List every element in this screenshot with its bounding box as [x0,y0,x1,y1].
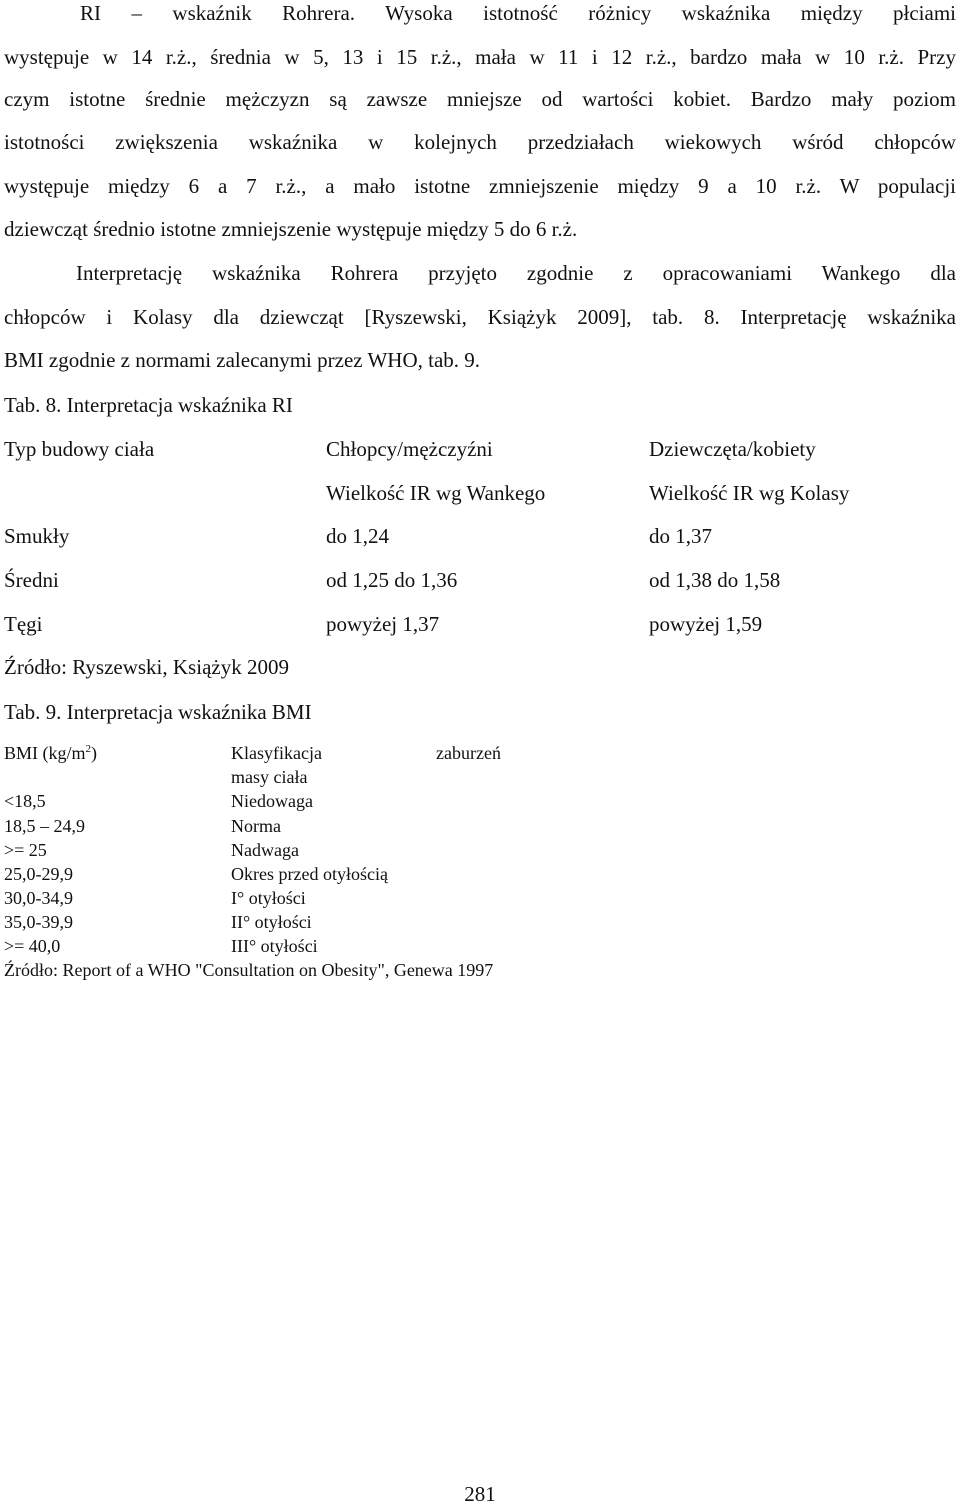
text-line: czym istotne średnie mężczyzn są zawsze mniejsze od wartości kobiet. Bardzo mały poziom [4,87,956,111]
table-cell: >= 40,0 [4,936,61,956]
table-source: Źródło: Ryszewski, Książyk 2009 [4,655,289,679]
table-cell: Norma [231,816,281,836]
text-line: występuje między 6 a 7 r.ż., a mało istotne zmniejszenie między 9 a 10 r.ż. W populacji [4,174,956,198]
table-cell: powyżej 1,37 [326,612,440,636]
text-line: BMI zgodnie z normami zalecanymi przez WHO, tab. 9. [4,348,481,372]
table-header-cell: Dziewczęta/kobiety [649,437,816,461]
table-header-cell: Klasyfikacja [231,743,322,763]
table-cell: II° otyłości [231,912,312,932]
text-line: istotności zwiększenia wskaźnika w kolejnych przedziałach wiekowych wśród chłopców [4,130,956,154]
table-cell: >= 25 [4,840,47,860]
table-cell: Smukły [4,524,70,548]
table-header-cell: Typ budowy ciała [4,437,155,461]
table-cell: Niedowaga [231,791,313,811]
text-line: chłopców i Kolasy dla dziewcząt [Ryszewski, Książyk 2009], tab. 8. Interpretację wskaźnika [4,305,956,329]
table-header-cell: zaburzeń [436,743,501,763]
table-cell: III° otyłości [231,936,318,956]
table-header-cell [4,742,97,764]
table-cell: 35,0-39,9 [4,912,73,932]
table-subheader-cell: Wielkość IR wg Kolasy [649,481,850,505]
text-line: występuje w 14 r.ż., średnia w 5, 13 i 15 r.ż., mała w 11 i 12 r.ż., bardzo mała w 10 r.ż. Przy [4,45,956,69]
table-cell: Okres przed otyłością [231,864,388,884]
text-line: dziewcząt średnio istotne zmniejszenie występuje między 5 do 6 r.ż. [4,217,578,241]
table-caption: Tab. 9. Interpretacja wskaźnika BMI [4,700,312,724]
text-line: Interpretację wskaźnika Rohrera przyjęto zgodnie z opracowaniami Wankego dla [76,261,956,285]
table-cell: do 1,24 [326,524,389,548]
table-source: Źródło: Report of a WHO "Consultation on Obesity", Genewa 1997 [4,960,494,980]
table-header-cell: masy ciała [231,767,308,787]
table-cell: <18,5 [4,791,46,811]
table-cell: I° otyłości [231,888,306,908]
table-cell: Średni [4,568,59,592]
table-cell: do 1,37 [649,524,712,548]
bmi-unit-label: BMI (kg/m [4,743,86,763]
table-cell: od 1,38 do 1,58 [649,568,781,592]
table-cell: Tęgi [4,612,43,636]
table-cell: 18,5 – 24,9 [4,816,85,836]
table-cell: 25,0-29,9 [4,864,73,884]
table-caption: Tab. 8. Interpretacja wskaźnika RI [4,393,293,417]
table-cell: Nadwaga [231,840,299,860]
superscript: 2 [85,743,92,755]
table-header-cell: Chłopcy/mężczyźni [326,437,493,461]
bmi-unit-close: ) [91,743,98,763]
table-cell: od 1,25 do 1,36 [326,568,458,592]
text-line: RI – wskaźnik Rohrera. Wysoka istotność różnicy wskaźnika między płciami [80,1,956,25]
table-cell: 30,0-34,9 [4,888,73,908]
page-number: 281 [464,1482,496,1506]
table-cell: powyżej 1,59 [649,612,763,636]
table-subheader-cell: Wielkość IR wg Wankego [326,481,546,505]
